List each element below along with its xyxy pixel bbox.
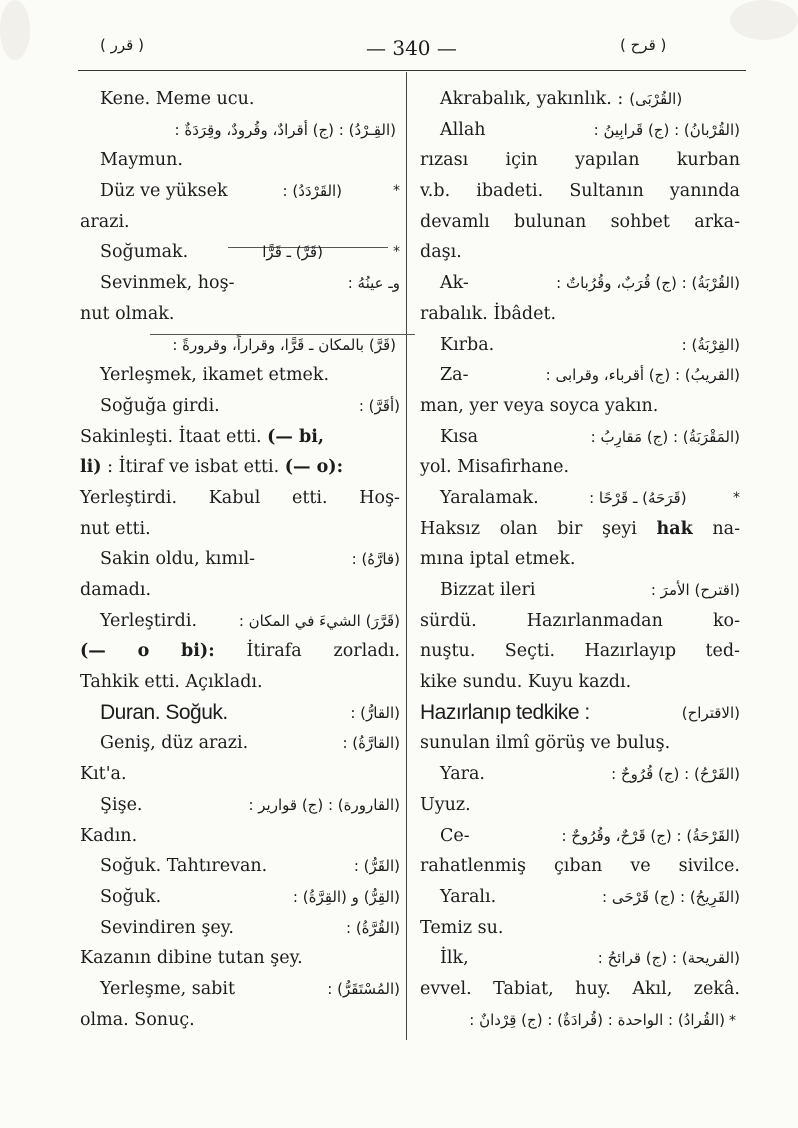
word: arka- <box>694 211 740 232</box>
turkish-text: li) : İtiraf ve isbat etti. (— o): <box>80 457 344 478</box>
arabic-headword: (القِرُّ) و (القِرَّةُ) : <box>292 887 400 906</box>
word: Akıl, <box>632 978 673 999</box>
left-column-line <box>80 575 400 606</box>
word: İtirafa <box>246 641 302 662</box>
turkish-text: Yara. <box>440 764 485 785</box>
right-column-line <box>420 851 740 882</box>
left-column-line <box>80 851 400 882</box>
arabic-headword: (القَرْدَدُ) : <box>282 182 343 201</box>
word: çıban <box>553 856 603 877</box>
entry-star-marker: * <box>729 1012 736 1029</box>
turkish-text: Duran. Soğuk. <box>100 700 228 724</box>
left-column-line <box>80 882 400 913</box>
turkish-text: İlk, <box>440 948 469 969</box>
turkish-text: sunulan ilmî görüş ve buluş. <box>420 733 671 754</box>
word: (— <box>80 641 106 662</box>
left-column-line <box>80 790 400 821</box>
turkish-text: Kısa <box>440 426 479 447</box>
arabic-headword: (القَرْحُ) : (ج) قُرُوحٌ : <box>611 765 740 784</box>
right-column-line <box>420 237 740 268</box>
arabic-headword: (القِرْبَةُ) : <box>681 335 740 354</box>
right-column-line <box>420 913 740 944</box>
turkish-text: mına iptal etmek. <box>420 549 576 570</box>
arabic-headword: (القِـرْدُ) : (ج) أقرادٌ، وقُرودٌ، وقِرَدَةٌ : <box>174 120 396 139</box>
word: sohbet <box>610 211 670 232</box>
arabic-headword: (الاقتراح) <box>681 703 740 722</box>
turkish-text: Düz ve yüksek <box>100 181 228 202</box>
arabic-headword: (قَرَّرَ) الشيءَ في المكان : <box>238 611 400 630</box>
word: nuştu. <box>420 641 476 662</box>
word: yapılan <box>575 150 640 171</box>
word: Sultanın <box>569 181 644 202</box>
turkish-text: Ak- <box>440 273 469 294</box>
turkish-text: Yerleşmek, ikamet etmek. <box>100 365 330 386</box>
entry-star-marker: * <box>393 183 400 200</box>
arabic-headword: (قَرَحَهُ) ـ قَرْحًا : <box>589 488 687 507</box>
word: o <box>137 641 150 662</box>
left-column-line <box>80 268 400 299</box>
turkish-text: Maymun. <box>100 150 183 171</box>
turkish-text: Kazanın dibine tutan şey. <box>80 948 303 969</box>
left-column-line <box>80 330 400 361</box>
left-column-line <box>80 544 400 575</box>
right-column-line <box>420 790 740 821</box>
left-column-line <box>80 422 400 453</box>
page-number: — 340 — <box>366 36 457 60</box>
word: huy. <box>575 978 611 999</box>
right-column-line <box>420 606 740 637</box>
header-left-guide-word: ( قرر ) <box>100 36 144 54</box>
turkish-text: Geniş, düz arazi. <box>100 733 249 754</box>
column-divider <box>406 72 407 1040</box>
turkish-text: Za- <box>440 365 469 386</box>
word: şeyi <box>602 518 637 539</box>
right-column-line <box>420 299 740 330</box>
word: bir <box>557 518 583 539</box>
turkish-text: Şişe. <box>100 794 143 815</box>
turkish-text: yol. Misafirhane. <box>420 457 570 478</box>
left-column-line <box>80 84 400 115</box>
left-column-line <box>80 514 400 545</box>
word: ted- <box>705 641 740 662</box>
left-column-line <box>80 821 400 852</box>
arabic-headword: (القارَّةُ) : <box>342 734 400 753</box>
left-column-line <box>80 483 400 514</box>
right-column-line <box>420 483 740 514</box>
arabic-headword: (أقَرَّ) : <box>358 396 400 415</box>
arabic-headword: (المُسْتَقَرُّ) : <box>327 979 400 998</box>
left-column-line <box>80 176 400 207</box>
page-header <box>0 36 798 66</box>
left-column-line <box>80 1005 400 1036</box>
left-column-line <box>80 728 400 759</box>
turkish-text: Tahkik etti. Açıkladı. <box>80 672 263 693</box>
turkish-text: Temiz su. <box>420 917 504 938</box>
turkish-text: Kıt'a. <box>80 764 127 785</box>
word: Kabul <box>208 487 261 508</box>
right-column-line <box>420 84 740 115</box>
left-column-line <box>80 913 400 944</box>
right-column-line <box>420 391 740 422</box>
word: evvel. <box>420 978 472 999</box>
turkish-text: Soğuğa girdi. <box>100 395 220 416</box>
arabic-headword: (القُرْبانُ) : (ج) قَرابِينُ : <box>593 120 740 139</box>
word: hak <box>656 518 693 539</box>
word: sürdü. <box>420 610 477 631</box>
turkish-text: Uyuz. <box>420 794 471 815</box>
left-column-line <box>80 207 400 238</box>
turkish-text: arazi. <box>80 211 130 232</box>
word: için <box>505 150 538 171</box>
right-column-line <box>420 360 740 391</box>
left-column-line <box>80 115 400 146</box>
turkish-text: Soğuk. Tahtırevan. <box>100 856 268 877</box>
entry-star-marker: * <box>732 489 740 506</box>
word: na- <box>712 518 740 539</box>
arabic-headword: (القريحة) : (ج) قرائحُ : <box>597 949 740 968</box>
arabic-headword: (القارورة) : (ج) قوارير : <box>248 795 400 814</box>
turkish-text: rabalık. İbâdet. <box>420 303 557 324</box>
left-column-line <box>80 145 400 176</box>
arabic-headword: (القارُّ) : <box>350 703 400 722</box>
word: bi): <box>181 641 215 662</box>
right-column-line <box>420 422 740 453</box>
left-column-line <box>80 606 400 637</box>
right-column-line <box>420 636 740 667</box>
right-column-line <box>420 514 740 545</box>
arabic-headword: (القُرْبَى) <box>629 90 683 108</box>
right-column <box>420 84 740 1035</box>
right-column-line <box>420 452 740 483</box>
arabic-headword: (القَرِيحُ) : (ج) قَرْحَى : <box>602 887 740 906</box>
arabic-headword: (القُرَّةُ) : <box>346 918 400 937</box>
word: zekâ. <box>693 978 740 999</box>
word: etti. <box>292 487 328 508</box>
turkish-text: nut etti. <box>80 518 151 539</box>
left-column-line <box>80 698 400 729</box>
turkish-text: Soğuk. <box>100 886 162 907</box>
right-column-line <box>420 759 740 790</box>
turkish-text: daşı. <box>420 242 462 263</box>
header-rule <box>78 70 746 71</box>
right-column-line <box>420 115 740 146</box>
right-column-line <box>420 207 740 238</box>
word: Hazırlayıp <box>584 641 677 662</box>
left-column-line <box>80 636 400 667</box>
left-column-line <box>80 759 400 790</box>
turkish-text: kike sundu. Kuyu kazdı. <box>420 672 632 693</box>
left-column-line <box>80 452 400 483</box>
arabic-headword: (قَرَّ) ـ قَرًّا <box>262 243 323 262</box>
left-column-line <box>80 943 400 974</box>
word: Yerleştirdi. <box>80 487 178 508</box>
turkish-text: Sevindiren şey. <box>100 917 234 938</box>
turkish-text: damadı. <box>80 580 152 600</box>
arabic-headword: (القَرُّ) : <box>353 857 400 876</box>
right-column-line <box>420 1005 740 1036</box>
right-column-line <box>420 821 740 852</box>
turkish-text: Sakin oldu, kımıl- <box>100 549 256 570</box>
arabic-headword: (القُرادُ) : الواحدة : (قُرادَةٌ) : (ج) قِرْدانٌ : <box>469 1010 725 1029</box>
left-column-line <box>80 299 400 330</box>
left-column-line <box>80 237 400 268</box>
turkish-text: Yerleştirdi. <box>100 610 198 631</box>
arabic-headword: (المَقْرَبَةُ) : (ج) مَقارِبُ : <box>590 427 740 446</box>
turkish-text: Allah <box>440 119 486 140</box>
right-column-line <box>420 667 740 698</box>
right-column-line <box>420 882 740 913</box>
turkish-text: Yerleşme, sabit <box>100 978 236 999</box>
word: ibadeti. <box>476 181 544 202</box>
word: Seçti. <box>504 641 556 662</box>
right-column-line <box>420 728 740 759</box>
word: Hazırlanmadan <box>526 610 663 631</box>
right-column-line <box>420 575 740 606</box>
turkish-text: Kırba. <box>440 334 495 355</box>
right-column-line <box>420 268 740 299</box>
turkish-text: man, yer veya soyca yakın. <box>420 395 659 416</box>
turkish-text: Hazırlanıp tedkike : <box>420 700 590 724</box>
turkish-text: Yaralamak. <box>440 487 539 508</box>
arabic-headword: (قَرَّ) بالمكان ـ قَرًّا، وقراراً، وقرورةً : <box>172 335 396 354</box>
right-column-line <box>420 145 740 176</box>
turkish-text: Bizzat ileri <box>440 580 536 600</box>
word: Haksız <box>420 518 481 539</box>
word: Tabiat, <box>493 978 554 999</box>
right-column-line <box>420 698 740 729</box>
turkish-text: Ce- <box>440 825 470 846</box>
word: v.b. <box>420 181 451 202</box>
header-right-guide-word: ( قرح ) <box>620 36 667 54</box>
word: rahatlenmiş <box>420 856 526 877</box>
arabic-headword: (القُرْبَةُ) : (ج) قُرَبٌ، وقُرُباتٌ : <box>556 274 740 293</box>
arabic-headword: (اقترح) الأمرَ : <box>650 581 740 599</box>
turkish-text: Kene. Meme ucu. <box>100 89 255 109</box>
entry-star-marker: * <box>393 244 400 261</box>
word: yanında <box>669 181 740 202</box>
turkish-text: Akrabalık, yakınlık. : <box>440 89 624 109</box>
turkish-text: nut olmak. <box>80 303 175 324</box>
left-column-line <box>80 360 400 391</box>
turkish-text: Sakinleşti. İtaat etti. (— bi, <box>80 426 324 447</box>
turkish-text: Kadın. <box>80 825 138 846</box>
word: olan <box>499 518 538 539</box>
left-column-line <box>80 974 400 1005</box>
word: zorladı. <box>333 641 400 662</box>
right-column-line <box>420 943 740 974</box>
arabic-headword: (قارَّهُ) : <box>351 550 400 569</box>
paper-stain <box>730 0 798 40</box>
right-column-line <box>420 544 740 575</box>
left-column-line <box>80 391 400 422</box>
right-column-line <box>420 330 740 361</box>
turkish-text: olma. Sonuç. <box>80 1009 195 1030</box>
turkish-text: Sevinmek, hoş- <box>100 273 235 294</box>
word: rızası <box>420 150 469 171</box>
arabic-headword: (القريبُ) : (ج) أقرباء، وقرابى : <box>545 366 740 385</box>
word: kurban <box>676 150 740 171</box>
left-column <box>80 84 400 1035</box>
word: devamlı <box>420 211 490 232</box>
turkish-text: Yaralı. <box>440 886 497 907</box>
right-column-line <box>420 176 740 207</box>
arabic-headword: وـ عينُهُ : <box>347 274 400 293</box>
right-column-line <box>420 974 740 1005</box>
turkish-text: Soğumak. <box>100 242 189 263</box>
word: ko- <box>712 610 740 631</box>
word: ve <box>630 856 651 877</box>
word: Hoş- <box>359 487 400 508</box>
word: bulunan <box>513 211 587 232</box>
arabic-headword: (القَرْحَةُ) : (ج) قَرْحٌ، وقُرُوحٌ : <box>561 826 740 845</box>
word: sivilce. <box>678 856 740 877</box>
left-column-line <box>80 667 400 698</box>
